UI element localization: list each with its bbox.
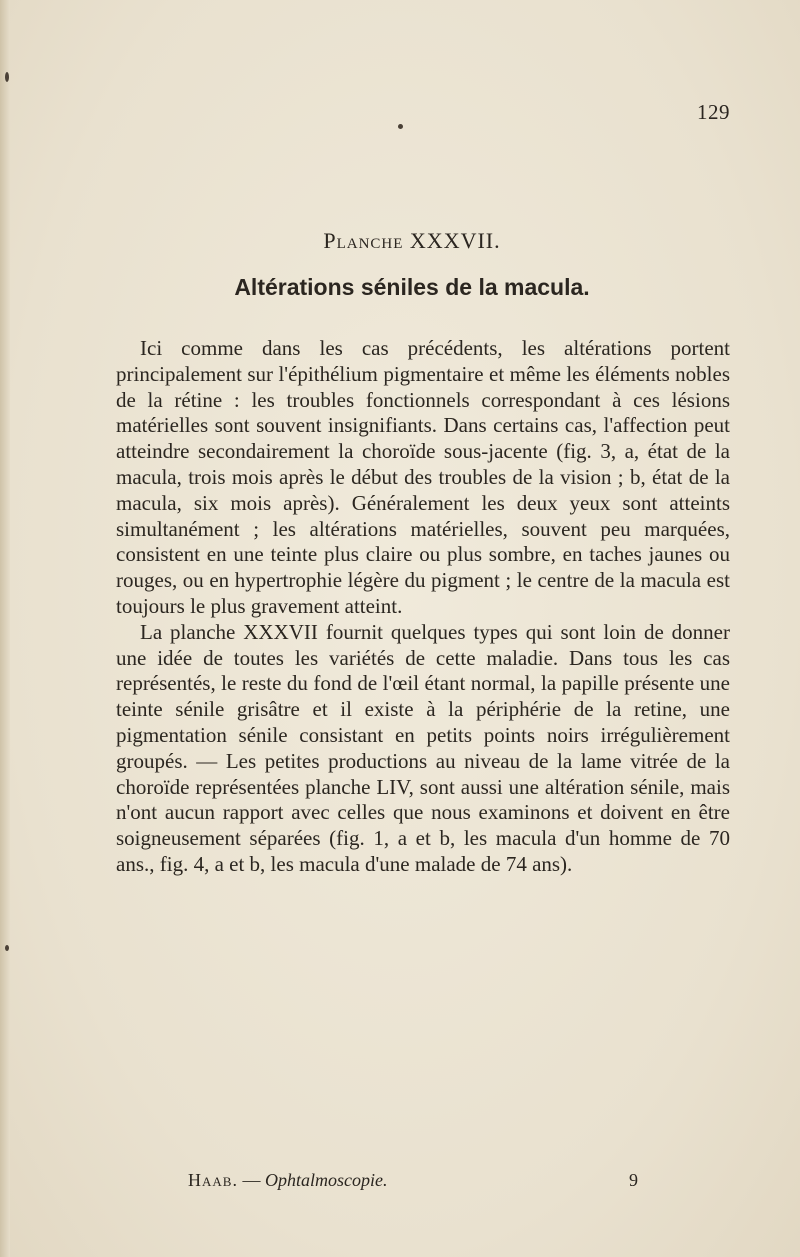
footer-reference — [188, 1170, 387, 1191]
ink-speck — [5, 945, 9, 951]
page-gutter — [0, 0, 10, 1257]
plate-title: Planche XXXVII. — [323, 228, 501, 253]
paragraph: La planche XXXVII fournit quelques types qui sont loin de donner une idée de toutes les variétés de cette maladie. Dans tous les cas représentés, le reste du fond de l'œil étant normal, la papille présente une teinte sénile grisâtre et il existe à la périphérie de la retine, une pigmentation sénile consistant en petits points noirs irrégulièrement groupés. — Les petites productions au niveau de la lame vitrée de la choroïde représentées planche LIV, sont aussi une altération sénile, mais n'ont aucun rapport avec celles que nous examinons et doivent en être soigneusement séparées (fig. 1, a et b, les macula d'un homme de 70 ans., fig. 4, a et b, les macula d'une malade de 74 ans). — [116, 619, 730, 876]
paragraph: Ici comme dans les cas précédents, les altérations portent principalement sur l'épithélium pigmentaire et même les éléments nobles de la rétine : les troubles fonctionnels correspondant à ces lésions matérielles sont souvent insignifiants. Dans certains cas, l'affection peut atteindre secondairement la choroïde sous-jacente (fig. 3, a, état de la macula, trois mois après le début des troubles de la vision ; b, état de la macula, six mois après). Généralement les deux yeux sont atteints simultanément ; les altérations matérielles, souvent peu marquées, consistent en une teinte plus claire ou plus sombre, en taches jaunes ou rouges, ou en hypertrophie légère du pigment ; le centre de la macula est toujours le plus gravement atteint. — [116, 336, 730, 618]
page-number: 129 — [697, 100, 730, 124]
ink-speck — [5, 72, 9, 82]
ink-speck — [398, 124, 403, 129]
page-footer — [188, 1170, 638, 1191]
section-heading: Altérations séniles de la macula. — [234, 274, 590, 300]
footer-title: Ophtalmoscopie. — [264, 1170, 388, 1190]
footer-author: Haab. — [188, 1170, 238, 1190]
body-text — [116, 336, 730, 878]
signature-mark: 9 — [629, 1170, 638, 1190]
footer-separator: — — [242, 1170, 261, 1190]
